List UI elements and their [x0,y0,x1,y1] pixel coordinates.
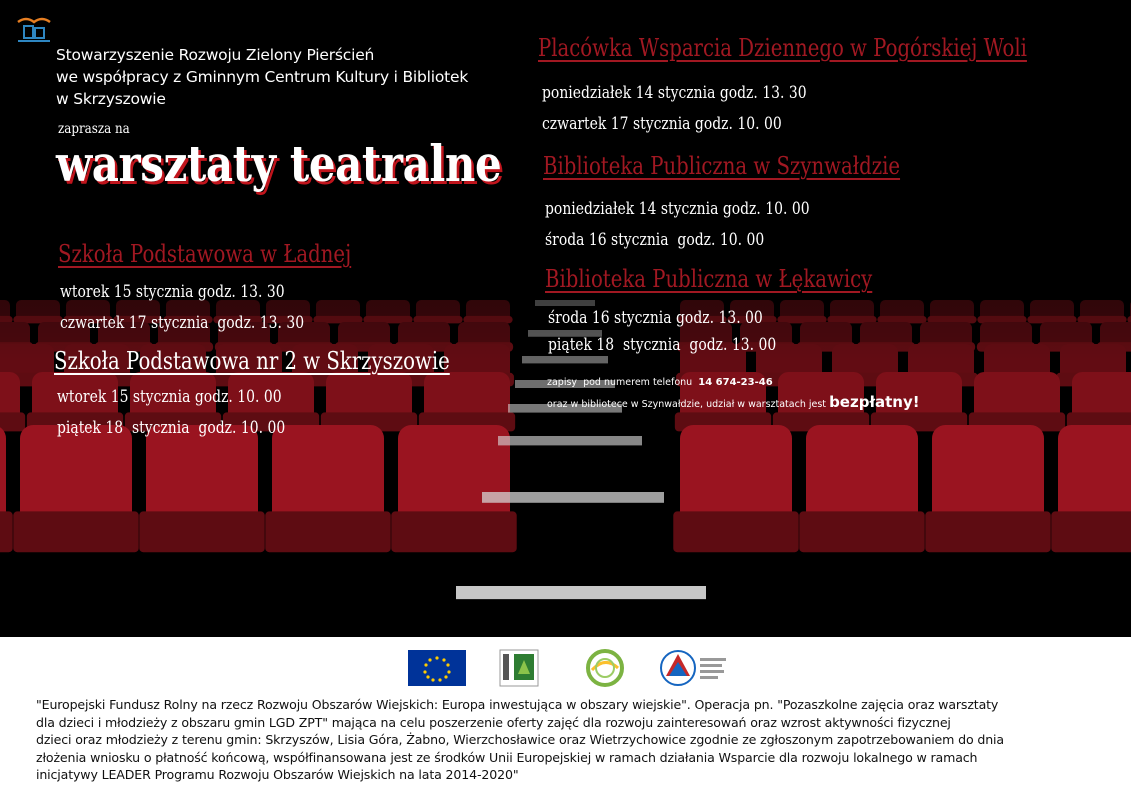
venue-heading: Biblioteka Publiczna w Łękawicy [545,265,873,293]
disclaimer-line: dla dzieci i młodzieży z obszaru gmin LGD ZPT" mająca na celu poszerzenie oferty zajęć dla rozwoju zainteresowań oraz wzrost aktywności fizycznej [36,714,951,730]
aisle-step [482,492,664,503]
event-title: warsztaty teatralne [56,134,502,193]
theater-seat [969,372,1065,431]
venue-slot: poniedziałek 14 stycznia godz. 10. 00 [545,199,810,219]
aisle-step [498,436,642,445]
organizer-text [56,44,468,110]
leader-logo-icon [500,650,538,686]
funder-logos [0,648,1131,690]
aisle-step [456,586,706,599]
theater-seat [265,425,390,552]
invites-label: zaprasza na [58,121,130,137]
prow-logo-icon [661,651,726,685]
disclaimer-line: złożenia wniosku o płatność końcową, współfinansowana jest ze środków Unii Europejskiej w ramach działania Wsparcie dla rozwoju lokalnego w ramach [36,749,978,765]
theater-seat [13,425,138,552]
theater-seat [673,425,798,552]
funding-disclaimer [36,696,1116,784]
contact-text: oraz w bibliotece w Szynwałdzie, udział w warsztatach jest [547,399,827,410]
venue-heading: Biblioteka Publiczna w Szynwałdzie [543,152,901,180]
venue-heading: Szkoła Podstawowa w Ładnej [58,240,352,268]
venue-heading: Placówka Wsparcia Dziennego w Pogórskiej Woli [538,34,1027,62]
disclaimer-line: inicjatywy LEADER Programu Rozwoju Obszarów Wiejskich na lata 2014-2020" [36,767,519,782]
venue-slot: środa 16 stycznia godz. 10. 00 [545,230,765,250]
venue-slot: środa 16 stycznia godz. 13. 00 [548,308,763,328]
theater-seat [139,425,264,552]
contact-text: zapisy pod numerem telefonu [547,377,693,388]
free-badge: bezpłatny! [829,393,920,411]
organizer-line: Stowarzyszenie Rozwoju Zielony Pierścień [56,46,375,64]
theater-seat [391,425,516,552]
theater-seat [925,425,1050,552]
phone-number: 14 674-23-46 [698,377,773,388]
venue-slot: piątek 18 stycznia godz. 10. 00 [57,418,286,438]
venue-slot: czwartek 17 stycznia godz. 10. 00 [542,114,782,134]
theater-seat [419,372,515,431]
lgd-logo-icon [588,651,622,685]
venue-slot: piątek 18 stycznia godz. 13. 00 [548,335,777,355]
theater-seat [321,372,417,431]
eu-flag-icon [408,650,466,686]
contact-line-2 [547,393,920,411]
organizer-line: we współpracy z Gminnym Centrum Kultury i Bibliotek [56,68,469,86]
venue-slot: czwartek 17 stycznia godz. 13. 30 [60,313,305,333]
contact-line-1 [547,377,773,388]
disclaimer-line: "Europejski Fundusz Rolny na rzecz Rozwoju Obszarów Wiejskich: Europa inwestująca w obszary wiejskie". Operacja pn. "Pozaszkolne zajęcia oraz warsztaty [36,697,999,712]
venue-slot: wtorek 15 stycznia godz. 10. 00 [57,387,282,407]
venue-slot: wtorek 15 stycznia godz. 13. 30 [60,282,285,302]
organization-logo-icon [14,14,54,44]
theater-seat [1051,425,1131,552]
venue-slot: poniedziałek 14 stycznia godz. 13. 30 [542,83,807,103]
venue-heading: Szkoła Podstawowa nr 2 w Skrzyszowie [54,347,450,375]
disclaimer-line: dzieci oraz młodzieży z terenu gmin: Skrzyszów, Lisia Góra, Żabno, Wierzchosławice oraz Wietrzychowice zgodnie ze zgłoszonym zapotrzebowaniem do dnia [36,732,1004,747]
organizer-line: w Skrzyszowie [56,90,166,108]
theater-seat [1067,372,1131,431]
theater-seat [799,425,924,552]
